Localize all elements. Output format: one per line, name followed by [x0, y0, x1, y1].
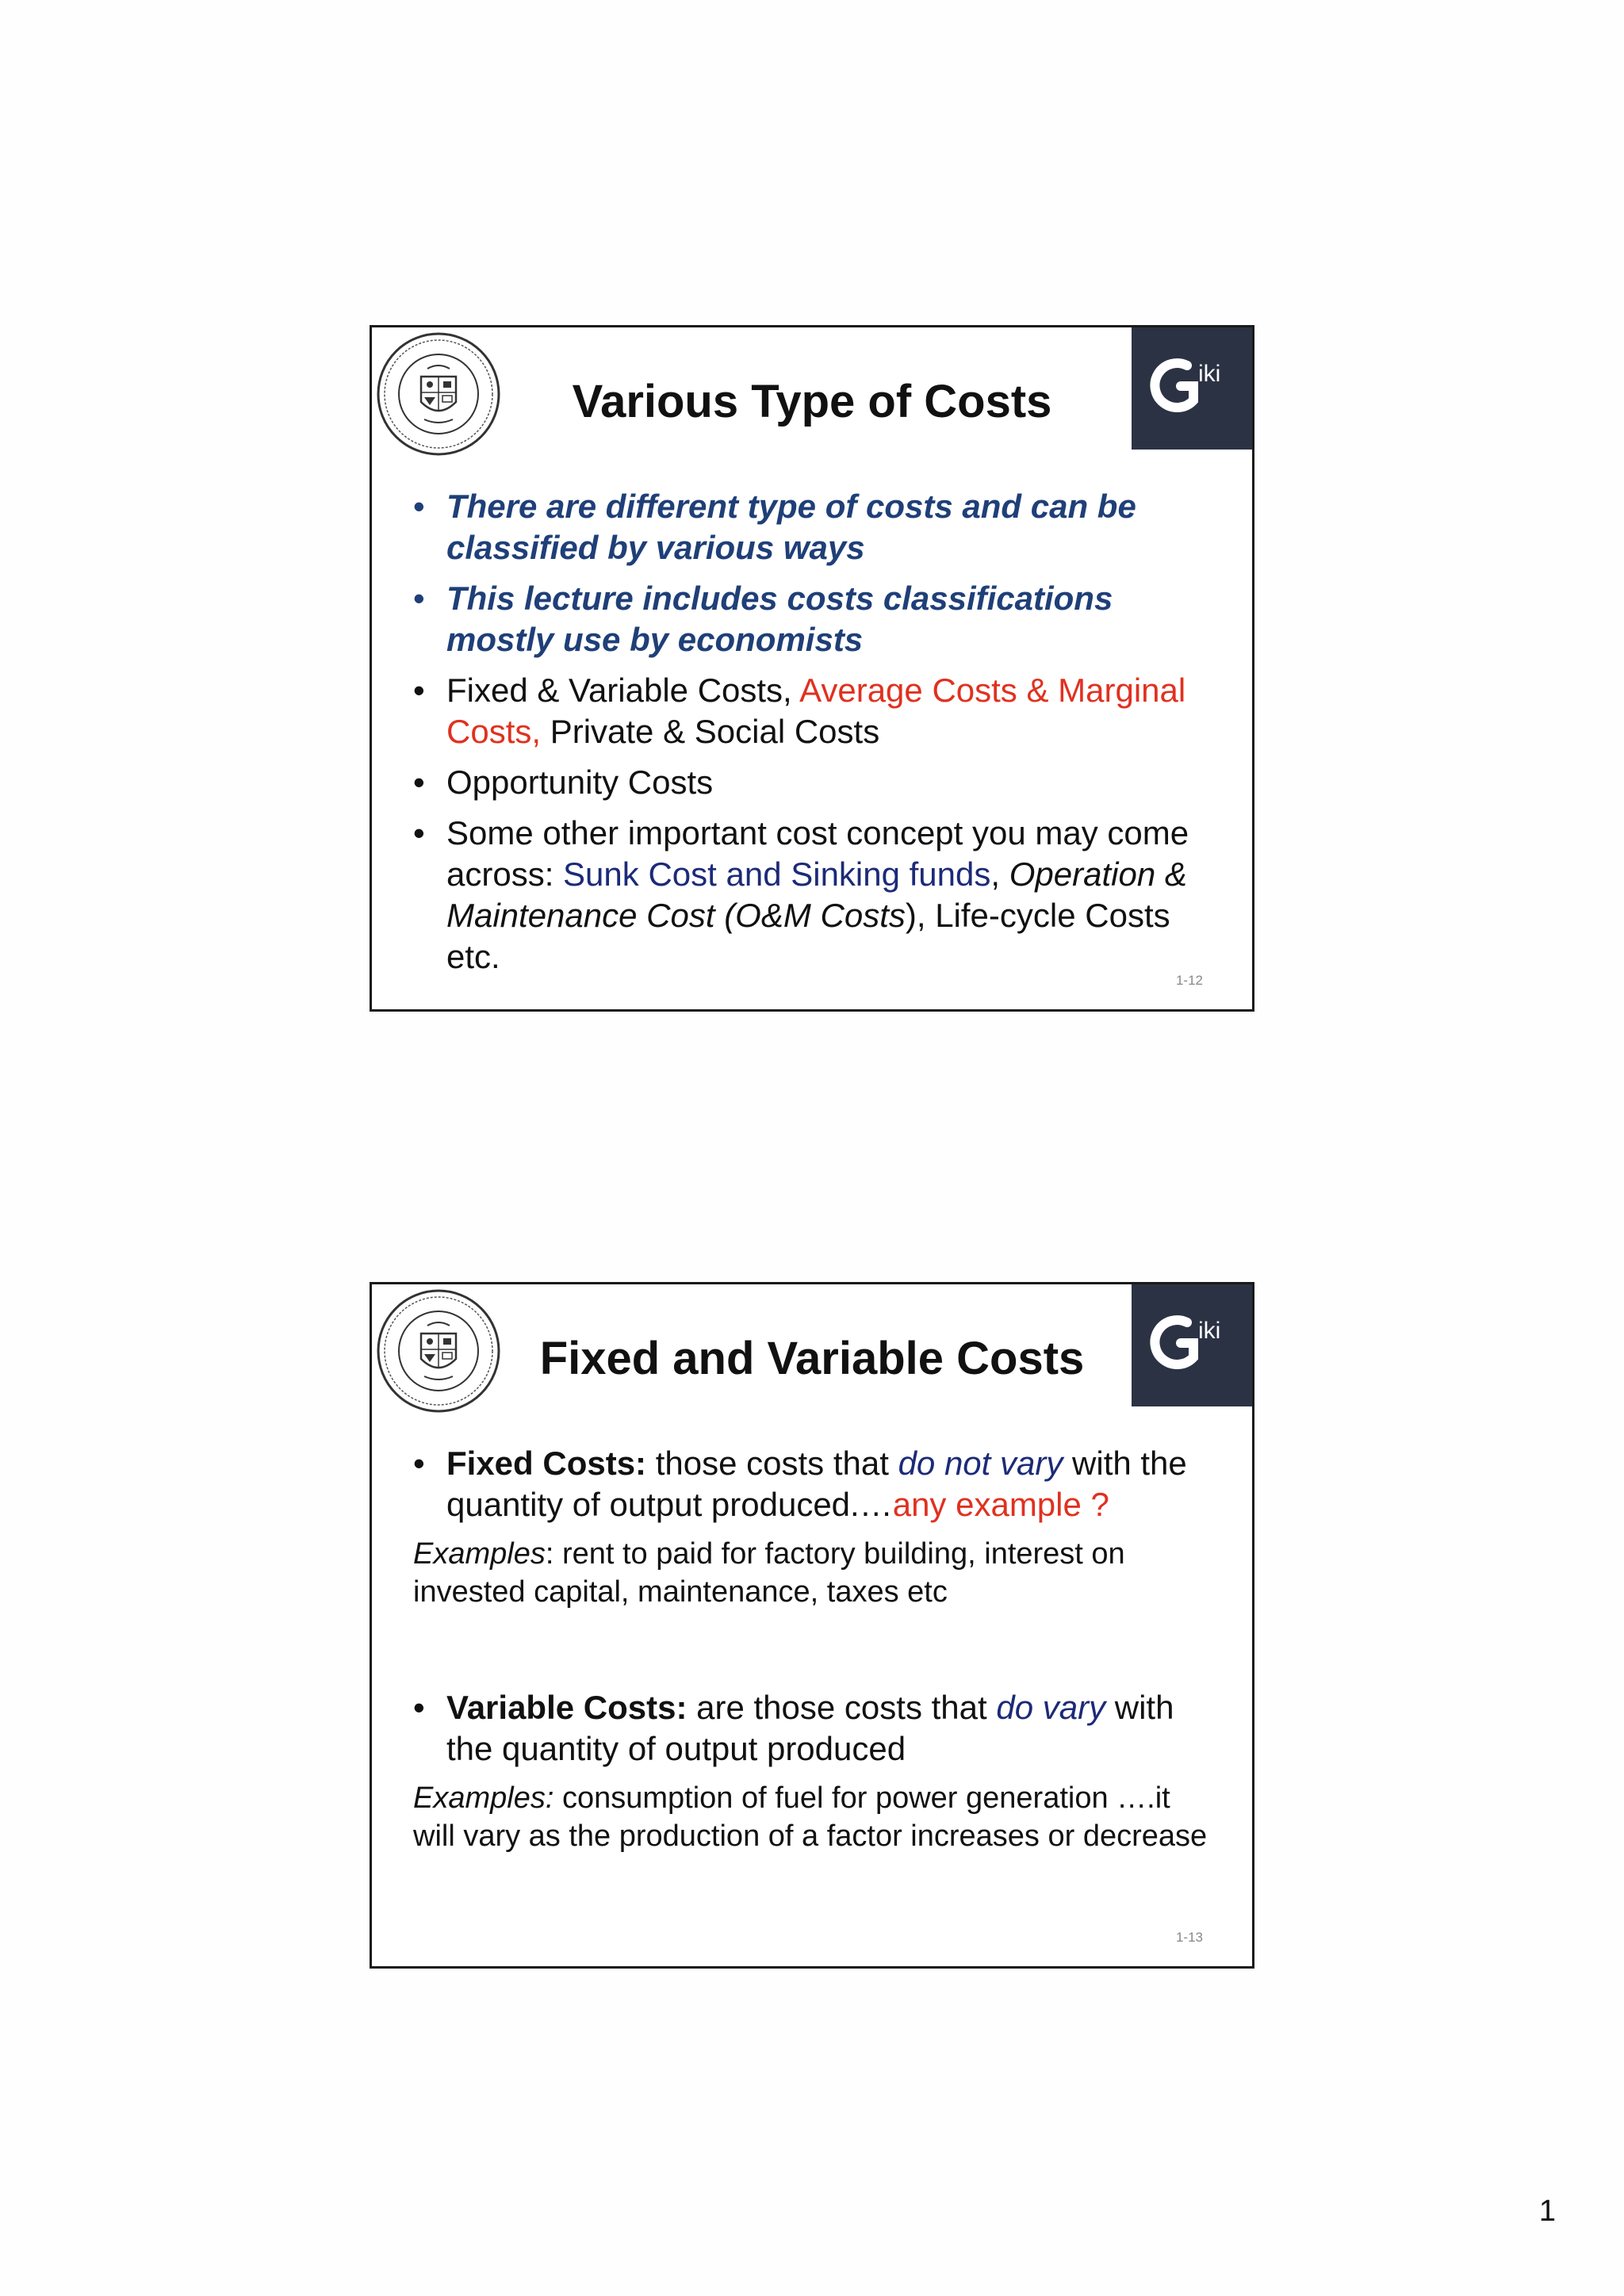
bullet-item: [413, 813, 1220, 978]
spacer: [413, 1611, 1220, 1687]
example-text: consumption of fuel for power generation ….it will vary as the production of a factor increases or decrease: [413, 1781, 1208, 1853]
bullet-text: ,: [990, 855, 1009, 893]
slide-title: Fixed and Variable Costs: [539, 1333, 1085, 1384]
svg-text:iki: iki: [1198, 1318, 1221, 1344]
bullet-italic: Operation & Maintenance Cost (O&M Costs: [446, 855, 1187, 934]
bullet-item: [413, 486, 1220, 568]
slide-body: [413, 1443, 1220, 1855]
bullet-icon: •: [413, 488, 425, 525]
bullet-emphasis: do not vary: [898, 1445, 1063, 1482]
slide-title: Various Type of Costs: [572, 376, 1052, 427]
bullet-item: [413, 762, 1220, 803]
bullet-highlight: Sunk Cost and Sinking funds: [563, 855, 991, 893]
bullet-text: ), Life-cycle Costs etc.: [446, 897, 1170, 975]
bullet-item: [413, 578, 1220, 660]
example-label: Examples:: [413, 1781, 554, 1815]
bullet-item-fixed-costs: [413, 1443, 1220, 1525]
slide-number: 1-13: [1175, 1930, 1203, 1945]
slide-various-type-of-costs: [370, 325, 1254, 1012]
bullet-item-variable-costs: [413, 1687, 1220, 1770]
bullet-emphasis: do vary: [996, 1689, 1106, 1726]
slide-body: [413, 486, 1220, 987]
bullet-highlight: Average Costs & Marginal Costs,: [446, 672, 1186, 750]
svg-text:iki: iki: [1198, 361, 1221, 387]
bullet-text: This lecture includes costs classifications mostly use by economists: [446, 580, 1113, 658]
example-text: : rent to paid for factory building, interest on invested capital, maintenance, taxes etc: [413, 1537, 1125, 1609]
bullet-label: Fixed Costs:: [446, 1445, 647, 1482]
example-label: Examples: [413, 1537, 546, 1571]
example-variable: [413, 1779, 1220, 1855]
bullet-text: Fixed & Variable Costs,: [446, 672, 800, 709]
bullet-text: with the quantity of output produced: [446, 1689, 1174, 1767]
bullet-text: Some other important cost concept you may come across:: [446, 814, 1189, 893]
slide-fixed-and-variable-costs: [370, 1282, 1254, 1969]
bullet-highlight: any example ?: [892, 1486, 1109, 1523]
bullet-icon: •: [413, 672, 425, 709]
bullet-icon: •: [413, 580, 425, 617]
bullet-item: [413, 670, 1220, 752]
example-fixed: [413, 1535, 1220, 1611]
bullet-label: Variable Costs:: [446, 1689, 688, 1726]
bullet-text: with the quantity of output produced.…: [446, 1445, 1187, 1523]
bullet-text: Opportunity Costs: [446, 763, 714, 801]
bullet-icon: •: [413, 1689, 425, 1726]
bullet-text: Private & Social Costs: [541, 713, 880, 750]
bullet-icon: •: [413, 814, 425, 851]
bullet-icon: •: [413, 1445, 425, 1482]
bullet-text: are those costs that: [687, 1689, 997, 1726]
bullet-text: There are different type of costs and can be classified by various ways: [446, 488, 1136, 566]
slide-number: 1-12: [1175, 973, 1203, 988]
page-number: 1: [1538, 2195, 1556, 2228]
bullet-text: those costs that: [646, 1445, 898, 1482]
bullet-icon: •: [413, 763, 425, 801]
